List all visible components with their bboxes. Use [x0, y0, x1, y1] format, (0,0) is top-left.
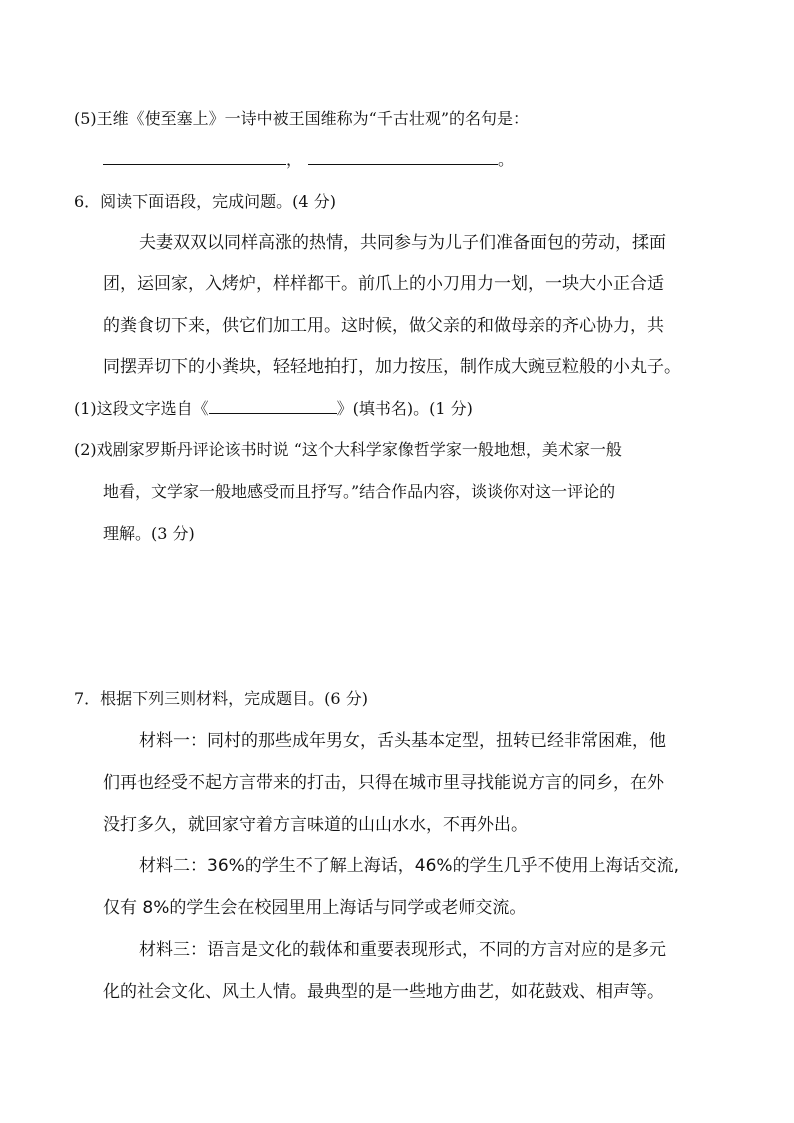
q7-material2-line: 材料二：36%的学生不了解上海话，46%的学生几乎不使用上海话交流, [139, 856, 679, 876]
q6-passage-line: 的粪食切下来，供它们加工用。这时候，做父亲的和做母亲的齐心协力，共 [103, 316, 664, 336]
q7-material3-line: 化的社会文化、风土人情。最典型的是一些地方曲艺，如花鼓戏、相声等。 [103, 982, 664, 1002]
q5-answer-blank-1[interactable] [103, 150, 286, 165]
q5-comma: ， [286, 150, 303, 169]
q6-sub1-suffix: 》(填书名)。(1 分) [336, 399, 473, 418]
q7-material1-line: 没打多久，就回家守着方言味道的山山水水，不再外出。 [103, 815, 528, 835]
q6-heading: 6．阅读下面语段，完成问题。(4 分) [74, 192, 336, 211]
q7-material2-line: 仅有 8%的学生会在校园里用上海话与同学或老师交流。 [103, 898, 527, 918]
q5-period: 。 [498, 150, 515, 169]
q7-material1-line: 们再也经受不起方言带来的打击，只得在城市里寻找能说方言的同乡，在外 [103, 773, 664, 793]
q5-prompt: (5)王维《使至塞上》一诗中被王国维称为“千古壮观”的名句是： [74, 109, 530, 128]
q6-sub2-line: (2)戏剧家罗斯丹评论该书时说 “这个大科学家像哲学家一般地想，美术家一般 [74, 440, 622, 459]
q7-material3-line: 材料三：语言是文化的载体和重要表现形式，不同的方言对应的是多元 [139, 940, 666, 960]
q5-answer-blank-2[interactable] [308, 150, 498, 165]
q5-answer-row [103, 150, 514, 170]
q7-material1-line: 材料一：同村的那些成年男女，舌头基本定型，扭转已经非常困难，他 [139, 731, 666, 751]
q6-sub1 [74, 399, 473, 419]
q6-sub1-prefix: (1)这段文字选自《 [74, 399, 209, 418]
q6-sub2-line: 地看，文学家一般地感受而且抒写。”结合作品内容，谈谈你对这一评论的 [103, 482, 616, 501]
q6-sub1-book-blank[interactable] [209, 399, 337, 414]
q6-passage-line: 团，运回家，入烤炉，样样都干。前爪上的小刀用力一划，一块大小正合适 [103, 274, 664, 294]
q6-passage-line: 夫妻双双以同样高涨的热情，共同参与为儿子们准备面包的劳动，揉面 [139, 233, 666, 253]
q6-sub2-line: 理解。(3 分) [103, 524, 195, 543]
q7-heading: 7．根据下列三则材料，完成题目。(6 分) [74, 689, 368, 708]
q6-passage-line: 同摆弄切下的小粪块，轻轻地拍打，加力按压，制作成大豌豆粒般的小丸子。 [103, 357, 681, 377]
